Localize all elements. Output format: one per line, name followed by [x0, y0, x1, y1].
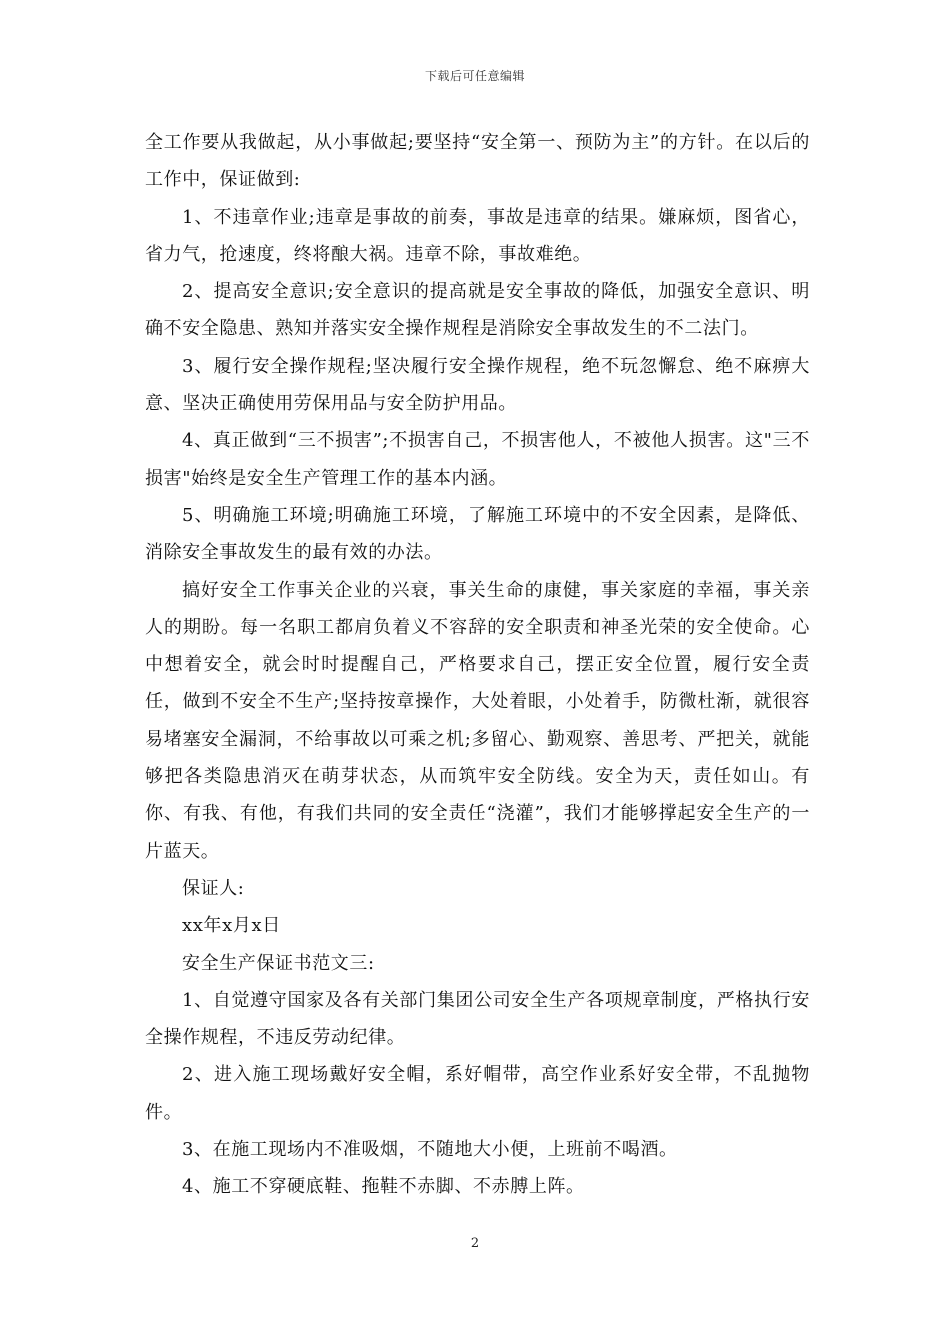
paragraph: 搞好安全工作事关企业的兴衰，事关生命的康健，事关家庭的幸福，事关亲人的期盼。每一名职工都肩负着义不容辞的安全职责和神圣光荣的安全使命。心中想着安全，就会时时提醒自己，严格要求自己，摆正安全位置，履行安全责任，做到不安全不生产;坚持按章操作，大处着眼，小处着手，防微杜渐，就很容易堵塞安全漏洞，不给事故以可乘之机;多留心、勤观察、善思考、严把关，就能够把各类隐患消灭在萌芽状态，从而筑牢安全防线。安全为天，责任如山。有你、有我、有他，有我们共同的安全责任“浇灌”，我们才能够撑起安全生产的一片蓝天。	[145, 579, 810, 862]
paragraph: 1、自觉遵守国家及各有关部门集团公司安全生产各项规章制度，严格执行安全操作规程，不违反劳动纪律。	[145, 989, 810, 1049]
signature-date: xx年x月x日	[182, 915, 281, 937]
page-number: 2	[470, 1236, 480, 1251]
section-title: 安全生产保证书范文三:	[182, 952, 375, 974]
paragraph: 5、明确施工环境;明确施工环境，了解施工环境中的不安全因素，是降低、消除安全事故发生的最有效的办法。	[145, 504, 810, 564]
signature-label: 保证人:	[182, 877, 245, 899]
paragraph: 全工作要从我做起，从小事做起;要坚持“安全第一、预防为主”的方针。在以后的工作中，保证做到:	[145, 132, 810, 191]
paragraph: 3、在施工现场内不准吸烟，不随地大小便，上班前不喝酒。	[182, 1139, 678, 1161]
paragraph: 2、进入施工现场戴好安全帽，系好帽带，高空作业系好安全带，不乱抛物件。	[145, 1064, 810, 1123]
paragraph: 4、真正做到“三不损害”;不损害自己，不损害他人，不被他人损害。这"三不损害"始终是安全生产管理工作的基本内涵。	[145, 430, 810, 489]
document-body	[145, 124, 810, 1206]
paragraph: 2、提高安全意识;安全意识的提高就是安全事故的降低，加强安全意识、明确不安全隐患、熟知并落实安全操作规程是消除安全事故发生的不二法门。	[145, 281, 810, 340]
paragraph: 3、履行安全操作规程;坚决履行安全操作规程，绝不玩忽懈怠、绝不麻痹大意、坚决正确使用劳保用品与安全防护用品。	[145, 355, 810, 415]
paragraph: 4、施工不穿硬底鞋、拖鞋不赤脚、不赤膊上阵。	[182, 1176, 585, 1198]
paragraph: 1、不违章作业;违章是事故的前奏，事故是违章的结果。嫌麻烦，图省心，省力气，抢速度，终将酿大祸。违章不除，事故难绝。	[145, 206, 810, 265]
page-header: 下载后可任意编辑	[424, 69, 525, 83]
